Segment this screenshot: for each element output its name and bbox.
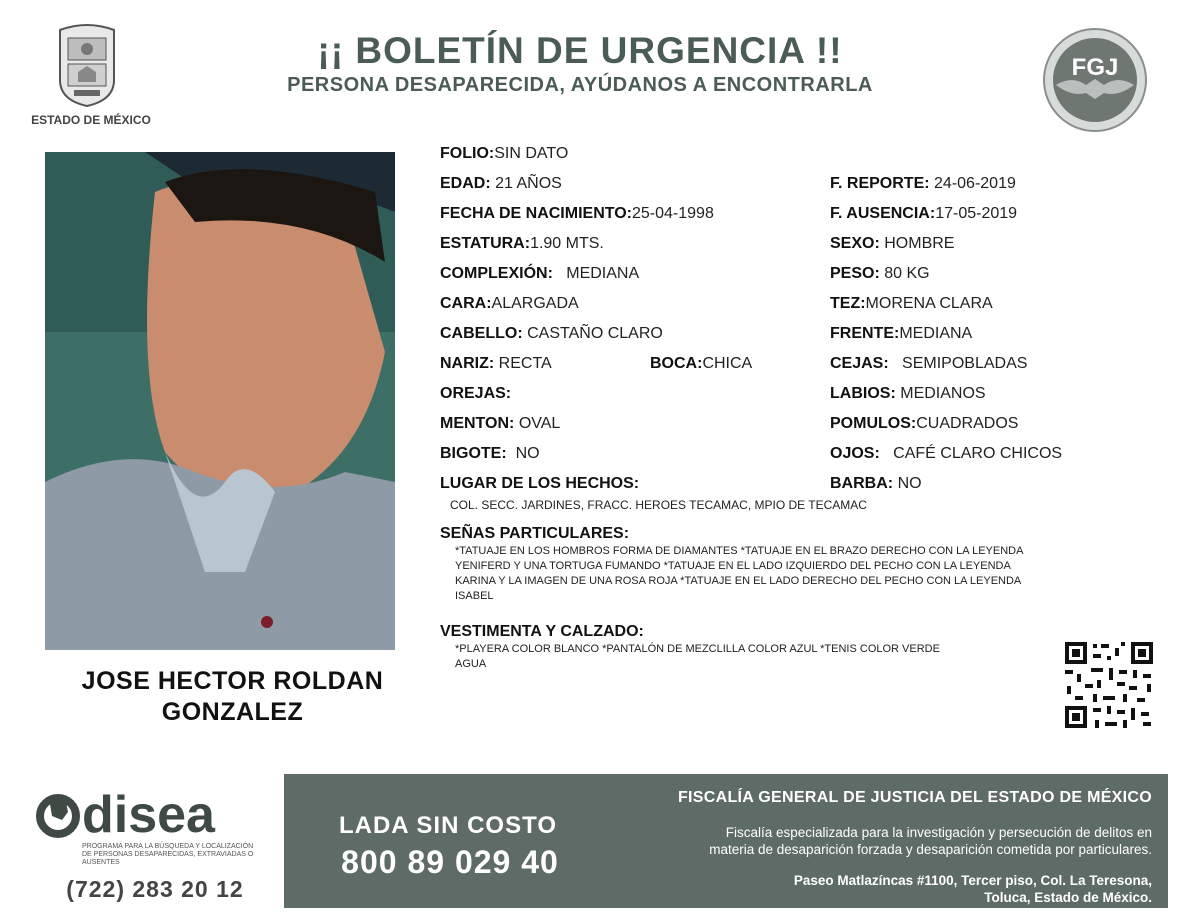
field-label: PESO: <box>830 265 880 282</box>
fiscalia-description-line: materia de desaparición forzada y desaparición cometida por particulares. <box>709 842 1152 857</box>
field-f-reporte <box>830 175 1016 193</box>
field-label: LABIOS: <box>830 385 896 402</box>
field-label: POMULOS: <box>830 415 917 432</box>
svg-text:disea: disea <box>82 786 215 844</box>
field-orejas <box>440 385 511 403</box>
field-label: FECHA DE NACIMIENTO: <box>440 205 632 222</box>
vestimenta-line: *PLAYERA COLOR BLANCO *PANTALÓN DE MEZCLILLA COLOR AZUL *TENIS COLOR VERDE <box>455 643 940 655</box>
senas-line: ISABEL <box>455 590 494 602</box>
field-value: CHICA <box>702 355 753 372</box>
field-label: CABELLO: <box>440 325 523 342</box>
lada-sin-costo-number[interactable]: 800 89 029 40 <box>341 844 559 880</box>
senas-line: YENIFERD Y UNA TORTUGA FUMANDO *TATUAJE EN EL LADO IZQUIERDO DEL PECHO CON LA LEYENDA <box>455 560 1011 572</box>
senas-title: SEÑAS PARTICULARES: <box>440 525 630 542</box>
field-value: MEDIANA <box>566 265 640 282</box>
field-folio <box>440 145 568 163</box>
field-value: OVAL <box>518 415 561 432</box>
field-cara <box>440 295 579 313</box>
field-menton <box>440 415 560 433</box>
field-complexion <box>440 265 639 283</box>
field-value: 17-05-2019 <box>935 205 1018 222</box>
fiscalia-address <box>600 872 1152 906</box>
field-value: MORENA CLARA <box>865 295 993 312</box>
field-label: MENTON: <box>440 415 515 432</box>
field-label: SEXO: <box>830 235 880 252</box>
fiscalia-description-line: Fiscalía especializada para la investigación y persecución de delitos en <box>725 825 1152 840</box>
field-label: OJOS: <box>830 445 880 462</box>
field-value: CAFÉ CLARO CHICOS <box>893 445 1063 462</box>
fiscalia-name: FISCALÍA GENERAL DE JUSTICIA DEL ESTADO DE MÉXICO <box>677 789 1152 806</box>
bulletin-title: ¡¡ BOLETÍN DE URGENCIA !! <box>317 30 843 71</box>
field-label: F. AUSENCIA: <box>830 205 936 222</box>
field-value: SIN DATO <box>494 145 569 162</box>
field-value: 21 AÑOS <box>495 175 562 192</box>
field-estatura <box>440 235 604 253</box>
field-label: BOCA: <box>650 355 703 372</box>
field-value: NO <box>897 475 922 492</box>
field-label: CEJAS: <box>830 355 889 372</box>
fiscalia-address-line: Paseo Matlazíncas #1100, Tercer piso, Col. La Teresona, <box>793 873 1152 888</box>
field-lugar <box>440 475 639 493</box>
field-boca <box>650 355 752 373</box>
field-label: LUGAR DE LOS HECHOS: <box>440 475 640 492</box>
field-value: ALARGADA <box>491 295 579 312</box>
senas-line: KARINA Y LA IMAGEN DE UNA ROSA ROJA *TATUAJE EN EL LADO DERECHO DEL PECHO CON LA LEYENDA <box>455 575 1022 587</box>
field-f-ausencia <box>830 205 1017 223</box>
field-bigote <box>440 445 540 463</box>
qr-code[interactable] <box>1063 640 1155 730</box>
field-nariz <box>440 355 552 373</box>
vestimenta-line: AGUA <box>455 658 487 670</box>
senas-line: *TATUAJE EN LOS HOMBROS FORMA DE DIAMANTES *TATUAJE EN EL BRAZO DERECHO CON LA LEYENDA <box>455 545 1024 557</box>
field-frente <box>830 325 972 343</box>
field-label: F. REPORTE: <box>830 175 930 192</box>
field-label: BIGOTE: <box>440 445 507 462</box>
field-barba <box>830 475 922 493</box>
field-pomulos <box>830 415 1018 433</box>
field-label: OREJAS: <box>440 385 512 402</box>
field-labios <box>830 385 986 403</box>
person-name-line-1: JOSE HECTOR ROLDAN <box>81 667 384 695</box>
field-cejas <box>830 355 1027 373</box>
field-value: 25-04-1998 <box>632 205 714 222</box>
odisea-phone[interactable]: (722) 283 20 12 <box>66 876 244 902</box>
field-label: COMPLEXIÓN: <box>440 265 553 282</box>
vestimenta-title: VESTIMENTA Y CALZADO: <box>440 623 644 640</box>
estado-de-mexico-label: ESTADO DE MÉXICO <box>31 113 151 127</box>
person-name <box>55 666 410 728</box>
bulletin-subtitle: PERSONA DESAPARECIDA, AYÚDANOS A ENCONTRARLA <box>287 74 873 96</box>
person-name-line-2: GONZALEZ <box>161 698 304 726</box>
senas-text <box>455 544 1123 604</box>
field-value: 24-06-2019 <box>934 175 1016 192</box>
svg-text:PROGRAMA PARA LA BÚSQUEDA Y LO: PROGRAMA PARA LA BÚSQUEDA Y LOCALIZACIÓN <box>82 843 254 850</box>
missing-person-photo <box>45 152 395 650</box>
svg-text:FGJ: FGJ <box>1071 54 1119 81</box>
field-value: MEDIANOS <box>900 385 986 402</box>
field-edad <box>440 175 562 193</box>
field-value: NO <box>515 445 540 462</box>
svg-text:AUSENTES: AUSENTES <box>82 859 120 866</box>
field-ojos <box>830 445 1062 463</box>
field-value: CASTAÑO CLARO <box>527 325 663 342</box>
field-value: CUADRADOS <box>916 415 1019 432</box>
field-label: NARIZ: <box>440 355 495 372</box>
field-value: RECTA <box>498 355 552 372</box>
field-label: EDAD: <box>440 175 491 192</box>
field-tez <box>830 295 993 313</box>
field-label: BARBA: <box>830 475 894 492</box>
estado-de-mexico-emblem <box>52 20 122 108</box>
field-value: MEDIANA <box>899 325 973 342</box>
fgj-seal <box>1042 27 1148 133</box>
field-lugar-value: COL. SECC. JARDINES, FRACC. HEROES TECAMAC, MPIO DE TECAMAC <box>450 498 867 512</box>
field-label: FOLIO: <box>440 145 495 162</box>
field-fecha-nacimiento <box>440 205 714 223</box>
field-label: TEZ: <box>830 295 866 312</box>
field-value: HOMBRE <box>884 235 955 252</box>
field-label: CARA: <box>440 295 492 312</box>
field-value: SEMIPOBLADAS <box>902 355 1028 372</box>
field-cabello <box>440 325 663 343</box>
field-peso <box>830 265 930 283</box>
field-label: ESTATURA: <box>440 235 531 252</box>
field-value: 1.90 MTS. <box>530 235 604 252</box>
field-value: 80 KG <box>884 265 930 282</box>
fiscalia-address-line: Toluca, Estado de México. <box>984 890 1152 905</box>
svg-text:DE PERSONAS DESAPARECIDAS, EXT: DE PERSONAS DESAPARECIDAS, EXTRAVIADAS O <box>82 851 254 858</box>
odisea-logo <box>36 786 276 872</box>
lada-sin-costo-label: LADA SIN COSTO <box>338 812 557 839</box>
field-sexo <box>830 235 954 253</box>
field-label: FRENTE: <box>830 325 900 342</box>
fiscalia-description <box>600 824 1152 858</box>
vestimenta-text <box>455 642 1035 672</box>
